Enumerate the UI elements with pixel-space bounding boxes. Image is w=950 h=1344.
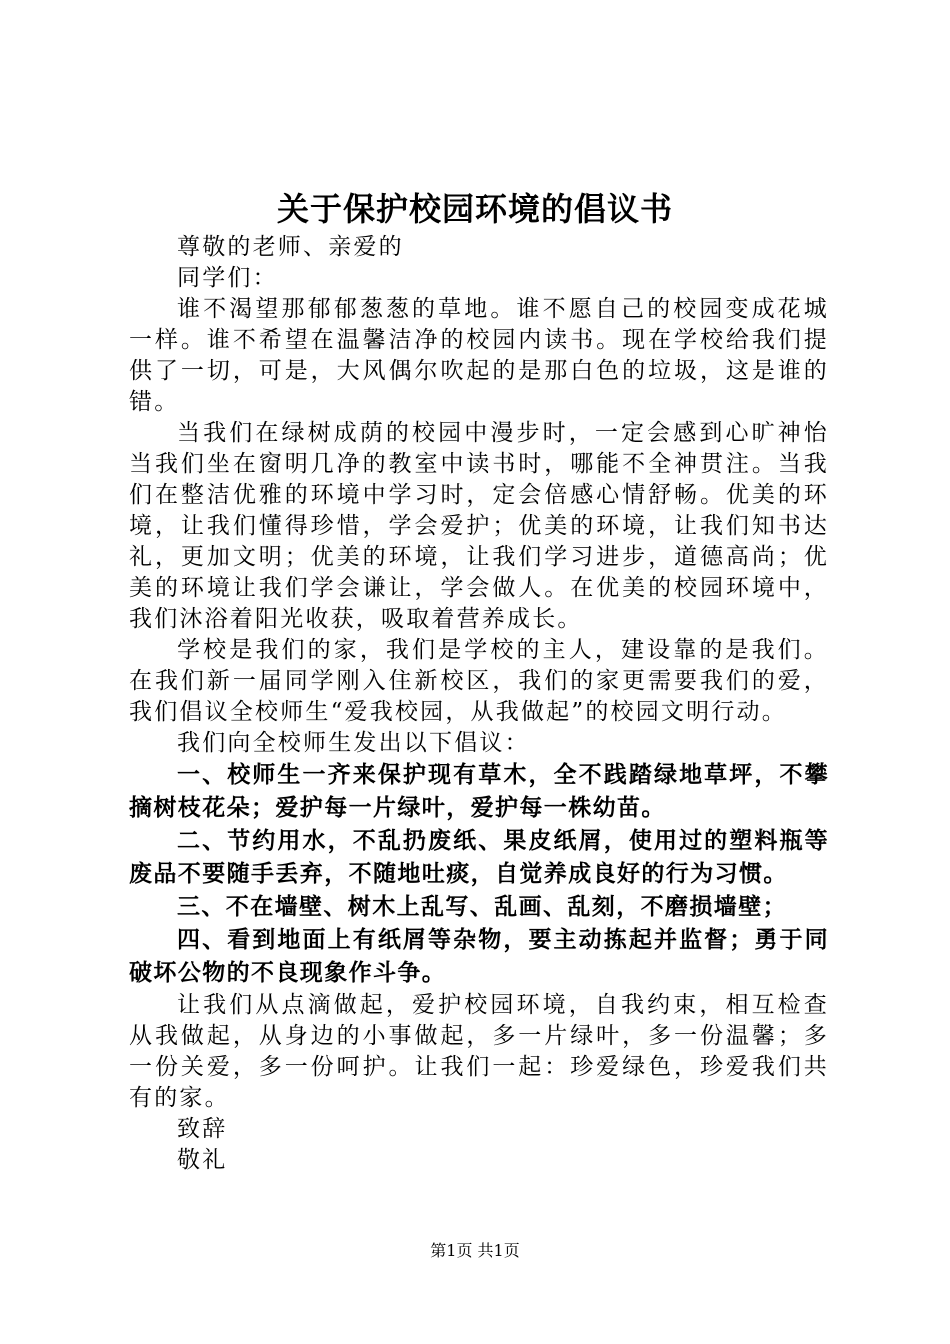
- body-paragraph: 我们向全校师生发出以下倡议：: [177, 730, 530, 756]
- salutation-line-2: 同学们：: [177, 265, 278, 291]
- proposal-item: 一、校师生一齐来保护现有草木，全不践踏绿地草坪，不攀摘树枝花朵；爱护每一片绿叶，爱护每一株幼苗。: [129, 762, 829, 821]
- proposal-item: 四、看到地面上有纸屑等杂物，要主动拣起并监督；勇于同破坏公物的不良现象作斗争。: [129, 927, 829, 986]
- page-number-footer: 第1页 共1页: [430, 1241, 520, 1260]
- salutation-line-1: 尊敬的老师、亲爱的: [177, 234, 404, 260]
- sign-off-line-1: 致辞: [177, 1116, 228, 1142]
- proposal-item: 三、不在墙壁、树木上乱写、乱画、乱刻，不磨损墙壁；: [177, 894, 787, 920]
- body-paragraph: 谁不渴望那郁郁葱葱的草地。谁不愿自己的校园变成花城一样。谁不希望在温馨洁净的校园内读书。现在学校给我们提供了一切，可是，大风偶尔吹起的是那白色的垃圾，这是谁的错。: [129, 296, 829, 415]
- body-paragraph: 学校是我们的家，我们是学校的主人，建设靠的是我们。在我们新一届同学刚入住新校区，我们的家更需要我们的爱，我们倡议全校师生“爱我校园，从我做起”的校园文明行动。: [129, 637, 829, 725]
- sign-off-line-2: 敬礼: [177, 1147, 228, 1173]
- body-paragraph: 当我们在绿树成荫的校园中漫步时，一定会感到心旷神怡当我们坐在窗明几净的教室中读书时，哪能不全神贯注。当我们在整洁优雅的环境中学习时，定会倍感心情舒畅。优美的环境，让我们懂得珍惜，学会爱护；优美的环境，让我们知书达礼，更加文明；优美的环境，让我们学习进步，道德高尚；优美的环境让我们学会谦让，学会做人。在优美的校园环境中，我们沐浴着阳光收获，吸取着营养成长。: [129, 420, 829, 632]
- document-title: 关于保护校园环境的倡议书: [276, 190, 673, 228]
- proposal-item: 二、节约用水，不乱扔废纸、果皮纸屑，使用过的塑料瓶等废品不要随手丢弃，不随地吐痰，自觉养成良好的行为习惯。: [129, 828, 829, 887]
- closing-paragraph: 让我们从点滴做起，爱护校园环境，自我约束，相互检查从我做起，从身边的小事做起，多一片绿叶，多一份温馨；多一份关爱，多一份呵护。让我们一起：珍爱绿色，珍爱我们共有的家。: [129, 992, 829, 1111]
- document-body: [129, 232, 829, 1176]
